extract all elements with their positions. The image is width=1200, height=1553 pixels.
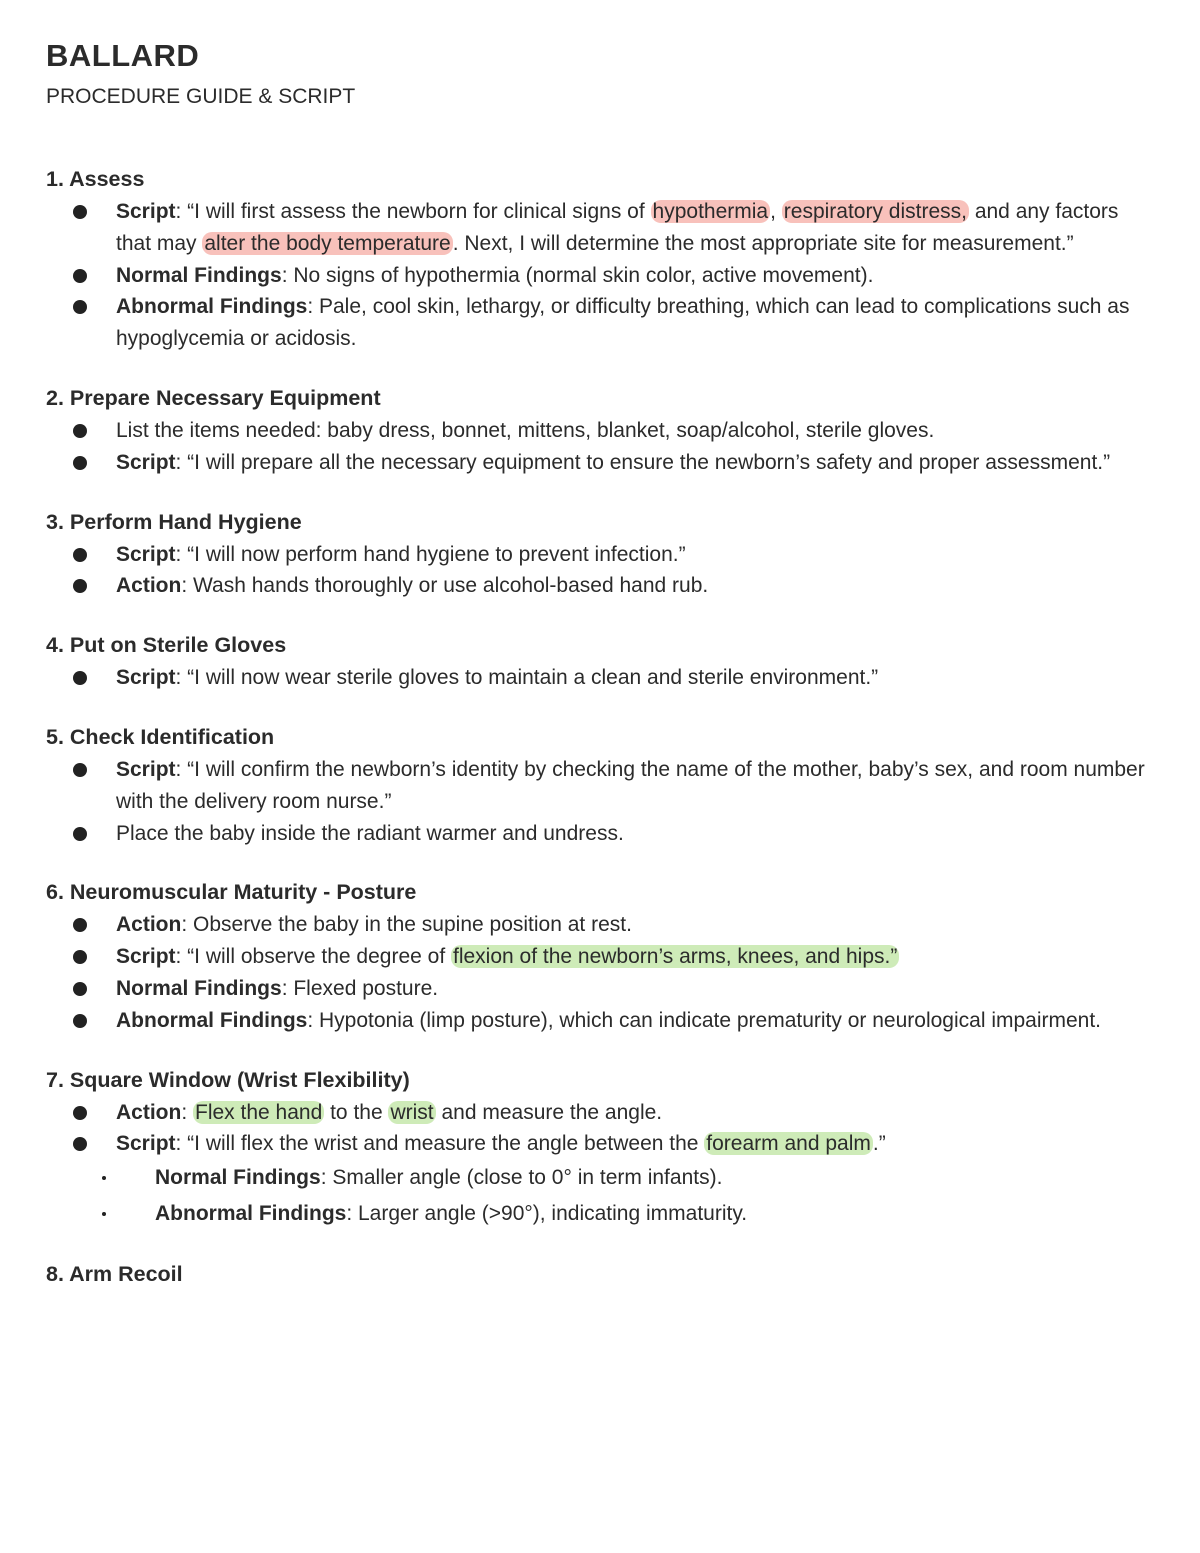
list-item: Action: Observe the baby in the supine position at rest.	[46, 909, 1156, 941]
highlight: alter the body temperature	[204, 231, 451, 255]
list-item: Script: “I will observe the degree of flexion of the newborn’s arms, knees, and hips.”	[46, 941, 1156, 973]
list-item: Place the baby inside the radiant warmer and undress.	[46, 818, 1156, 850]
section-heading: 7. Square Window (Wrist Flexibility)	[46, 1067, 410, 1092]
list-item: Script: “I will first assess the newborn for clinical signs of hypothermia, respiratory distress, and any factors that may alter the body temperature. Next, I will determine the most appropriate site for measurement.”	[46, 196, 1156, 260]
list-item: Action: Flex the hand to the wrist and measure the angle.	[46, 1097, 1156, 1129]
section-heading: 1. Assess	[46, 167, 145, 191]
section-prepare-equipment	[46, 381, 1156, 479]
list-item: List the items needed: baby dress, bonnet, mittens, blanket, soap/alcohol, sterile gloves.	[46, 415, 1156, 447]
document-subtitle: PROCEDURE GUIDE & SCRIPT	[46, 85, 356, 108]
list-item: Abnormal Findings: Pale, cool skin, lethargy, or difficulty breathing, which can lead to complications such as hypoglycemia or acidosis.	[46, 291, 1156, 355]
list-item: Normal Findings: Flexed posture.	[46, 973, 1156, 1005]
list-item: Normal Findings: No signs of hypothermia (normal skin color, active movement).	[46, 260, 1156, 292]
list-item: Script: “I will now wear sterile gloves to maintain a clean and sterile environment.”	[46, 662, 1156, 694]
section-heading: 8. Arm Recoil	[46, 1262, 183, 1287]
section-heading: 3. Perform Hand Hygiene	[46, 509, 302, 534]
list-item: Action: Wash hands thoroughly or use alcohol-based hand rub.	[46, 570, 1156, 602]
list-item: Script: “I will flex the wrist and measure the angle between the forearm and palm.”	[46, 1128, 1156, 1160]
highlight: flexion of the newborn’s arms, knees, and hips.”	[453, 945, 898, 969]
section-heading: 5. Check Identification	[46, 724, 275, 749]
section-hand-hygiene	[46, 505, 1156, 603]
document-page	[46, 34, 1156, 1291]
sub-list-item: Abnormal Findings: Larger angle (>90°), indicating immaturity.	[46, 1196, 1156, 1232]
highlight: forearm and palm	[706, 1132, 871, 1156]
section-heading: 4. Put on Sterile Gloves	[46, 633, 287, 658]
list-item: Script: “I will prepare all the necessary equipment to ensure the newborn’s safety and proper assessment.”	[46, 447, 1156, 479]
section-square-window	[46, 1063, 1156, 1232]
list-item: Script: “I will confirm the newborn’s identity by checking the name of the mother, baby’s sex, and room number with the delivery room nurse.”	[46, 754, 1156, 818]
section-sterile-gloves	[46, 628, 1156, 694]
highlight: Flex the hand	[195, 1100, 323, 1124]
highlight: respiratory distress,	[783, 200, 967, 223]
highlight: hypothermia	[652, 200, 769, 223]
section-heading: 2. Prepare Necessary Equipment	[46, 385, 381, 410]
section-heading: 6. Neuromuscular Maturity - Posture	[46, 880, 417, 905]
list-item: Script: “I will now perform hand hygiene to prevent infection.”	[46, 539, 1156, 571]
list-item: Abnormal Findings: Hypotonia (limp posture), which can indicate prematurity or neurological impairment.	[46, 1005, 1156, 1037]
sub-list-item: Normal Findings: Smaller angle (close to 0° in term infants).	[46, 1160, 1156, 1196]
section-check-identification	[46, 720, 1156, 849]
section-posture	[46, 875, 1156, 1036]
section-arm-recoil	[46, 1257, 1156, 1291]
section-assess	[46, 162, 1156, 355]
highlight: wrist	[390, 1100, 434, 1124]
document-title: BALLARD	[46, 38, 200, 73]
